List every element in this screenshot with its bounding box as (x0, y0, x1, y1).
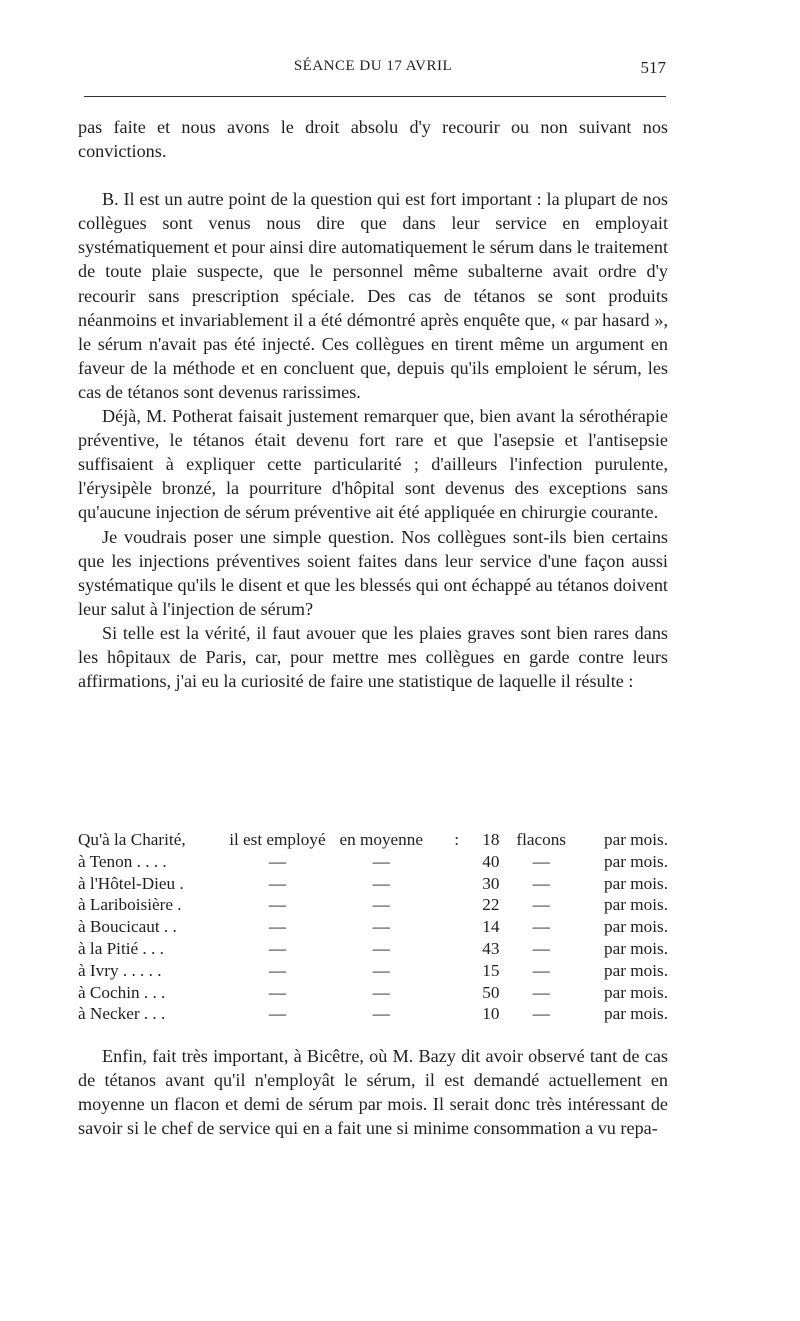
closing-text (78, 1044, 668, 1140)
running-title: SÉANCE DU 17 AVRIL (293, 58, 453, 74)
hospital-statistics-table (78, 830, 668, 1026)
verb-cell: — (268, 873, 286, 893)
hospital-name: à la Pitié . . . (78, 938, 164, 958)
table-row (78, 852, 668, 874)
flask-count: 30 (482, 873, 500, 893)
period-cell: par mois. (604, 830, 668, 849)
average-cell: — (372, 851, 390, 871)
period-cell: par mois. (604, 960, 668, 980)
hospital-name: Qu'à la Charité, (78, 830, 186, 849)
separator-cell (437, 852, 477, 874)
hospital-name: à Boucicaut . . (78, 917, 177, 937)
average-cell: — (372, 917, 390, 937)
unit-cell: — (532, 873, 550, 893)
flask-count: 22 (482, 895, 500, 915)
page-number: 517 (640, 58, 666, 77)
separator-cell (437, 874, 477, 896)
unit-cell: — (532, 938, 550, 958)
unit-cell: — (532, 917, 550, 937)
hospital-name: à Tenon . . . . (78, 851, 167, 871)
average-cell: — (372, 895, 390, 915)
period-cell: par mois. (604, 1004, 668, 1024)
hospital-name: à Cochin . . . (78, 982, 166, 1002)
flask-count: 40 (482, 851, 500, 871)
verb-cell: — (268, 960, 286, 980)
paragraph: pas faite et nous avons le droit absolu d'y recourir ou non suivant nos convictions. (78, 117, 668, 162)
table-row (78, 917, 668, 939)
unit-cell: — (532, 982, 550, 1002)
unit-cell: flacons (516, 830, 566, 849)
separator-cell (437, 1004, 477, 1026)
unit-cell: — (532, 960, 550, 980)
body-text (78, 115, 668, 693)
paragraph: Si telle est la vérité, il faut avouer que les plaies graves sont bien rares dans les hôpitaux de Paris, car, pour mettre mes collègues en garde contre leurs affirmations, j'ai eu la curiosité de faire une statistique de laquelle il résulte : (78, 622, 668, 692)
flask-count: 15 (482, 960, 500, 980)
hospital-name: à Ivry . . . . . (78, 960, 162, 980)
average-cell: — (372, 982, 390, 1002)
unit-cell: — (532, 895, 550, 915)
paragraph: B. Il est un autre point de la question qui est fort important : la plupart de nos collègues sont venus nous dire que dans leur service en employait systématiquement et pour ainsi dire automatiquement le sérum dans le traitement de toute plaie suspecte, que le personnel même subalterne avait ordre d'y recourir sans prescription spéciale. Des cas de tétanos se sont produits néanmoins et invariablement il a été démontré après enquête que, « par hasard », le sérum n'avait pas été injecté. Ces collègues en tirent même un argument en faveur de la méthode et en concluent que, depuis qu'ils emploient le sérum, les cas de tétanos sont devenus rarissimes. (78, 189, 668, 402)
verb-cell: — (268, 938, 286, 958)
flask-count: 14 (482, 917, 500, 937)
table-row (78, 895, 668, 917)
unit-cell: — (532, 851, 550, 871)
paragraph: Déjà, M. Potherat faisait justement remarquer que, bien avant la sérothérapie préventive, le tétanos était devenu fort rare et que l'asepsie et l'antisepsie suffisaient à expliquer cette particularité ; d'ailleurs l'infection purulente, l'érysipèle bronzé, la pourriture d'hôpital sont devenus des exceptions sans qu'aucune injection de sérum préventive ait été appliquée en chirurgie courante. (78, 406, 668, 523)
separator-cell (437, 961, 477, 983)
period-cell: par mois. (604, 851, 668, 871)
verb-cell: — (268, 895, 286, 915)
verb-cell: il est employé (229, 830, 326, 849)
average-cell: en moyenne (339, 830, 423, 849)
unit-cell: — (532, 1004, 550, 1024)
verb-cell: — (268, 851, 286, 871)
table-row (78, 939, 668, 961)
table-row (78, 874, 668, 896)
separator-cell (437, 983, 477, 1005)
hospital-name: à l'Hôtel-Dieu . (78, 873, 184, 893)
separator-cell (437, 917, 477, 939)
period-cell: par mois. (604, 873, 668, 893)
running-header (80, 58, 666, 84)
flask-count: 10 (482, 1004, 500, 1024)
period-cell: par mois. (604, 917, 668, 937)
verb-cell: — (268, 917, 286, 937)
header-rule (84, 96, 666, 97)
period-cell: par mois. (604, 982, 668, 1002)
average-cell: — (372, 960, 390, 980)
separator-cell (437, 939, 477, 961)
verb-cell: — (268, 982, 286, 1002)
hospital-name: à Lariboisière . (78, 895, 182, 915)
period-cell: par mois. (604, 938, 668, 958)
flask-count: 18 (482, 830, 500, 849)
table-row (78, 830, 668, 852)
paragraph: Enfin, fait très important, à Bicêtre, où M. Bazy dit avoir observé tant de cas de tétanos avant qu'il n'employât le sérum, il est demandé actuellement en moyenne un flacon et demi de sérum par mois. Il serait donc très intéressant de savoir si le chef de service qui en a fait une si minime consommation a vu repa- (78, 1046, 668, 1139)
table-row (78, 961, 668, 983)
separator-cell: : (454, 830, 460, 849)
separator-cell (437, 895, 477, 917)
flask-count: 43 (482, 938, 500, 958)
verb-cell: — (268, 1004, 286, 1024)
average-cell: — (372, 873, 390, 893)
table-row (78, 983, 668, 1005)
flask-count: 50 (482, 982, 500, 1002)
hospital-name: à Necker . . . (78, 1004, 166, 1024)
period-cell: par mois. (604, 895, 668, 915)
table-row (78, 1004, 668, 1026)
average-cell: — (372, 1004, 390, 1024)
average-cell: — (372, 938, 390, 958)
paragraph: Je voudrais poser une simple question. Nos collègues sont-ils bien certains que les injections préventives soient faites dans leur service d'une façon aussi systématique qu'ils le disent et que les blessés qui ont échappé au tétanos doivent leur salut à l'injection de sérum? (78, 526, 668, 619)
